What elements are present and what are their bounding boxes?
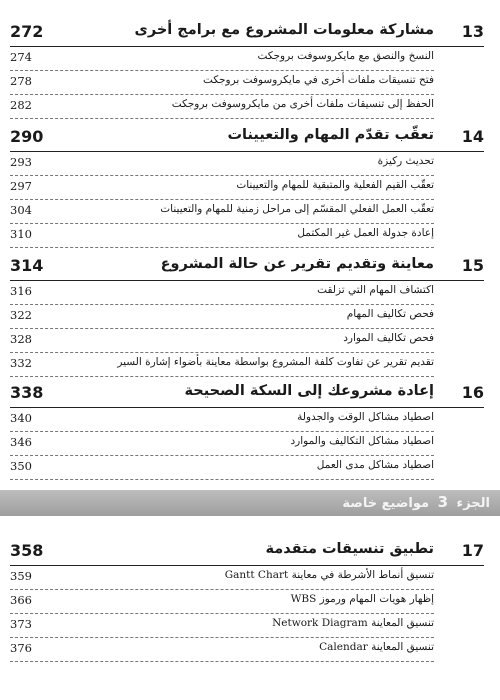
toc-entry (10, 432, 434, 456)
toc-entry (10, 305, 434, 329)
toc-entry (10, 176, 434, 200)
entry-page-number: 350 (10, 459, 32, 473)
toc-entry (10, 614, 434, 638)
chapter-number: 13 (461, 22, 484, 41)
toc-entry (10, 281, 434, 305)
entry-title: اصطياد مشاكل الوقت والجدولة (294, 411, 434, 423)
chapter-14 (0, 127, 500, 248)
toc-entry (10, 456, 434, 480)
entry-page-number: 282 (10, 98, 32, 112)
chapter-title: معاينة وتقديم تقرير عن حالة المشروع (160, 256, 434, 272)
entry-title: اصطياد مشاكل مدى العمل (314, 459, 434, 471)
part-heading (342, 493, 490, 511)
chapter-heading (10, 256, 484, 281)
entry-page-number: 297 (10, 179, 32, 193)
toc-entry (10, 590, 434, 614)
chapter-page-number: 314 (10, 256, 44, 275)
toc-entry (10, 408, 434, 432)
chapter-page-number: 290 (10, 127, 44, 146)
entry-page-number: 278 (10, 74, 32, 88)
toc-entry (10, 95, 434, 119)
chapter-number: 16 (461, 383, 484, 402)
chapter-title: تعقّب تقدّم المهام والتعيينات (227, 127, 434, 143)
part-banner (0, 490, 500, 516)
entry-title: فحص تكاليف المهام (344, 308, 434, 320)
entry-title: تنسيق المعاينة Network Diagram (269, 617, 434, 629)
entry-title: تنسيق المعاينة Calendar (316, 641, 434, 653)
entry-title: اكتشاف المهام التي تزلقت (314, 284, 434, 296)
entry-page-number: 340 (10, 411, 32, 425)
entry-page-number: 328 (10, 332, 32, 346)
entry-title: فحص تكاليف الموارد (340, 332, 434, 344)
entry-title: تحديث ركيزة (375, 155, 434, 167)
chapter-heading (10, 541, 484, 566)
entry-title: تعقّب العمل الفعلي المقسّم إلى مراحل زمنية للمهام والتعيينات (157, 203, 434, 215)
entry-page-number: 366 (10, 593, 32, 607)
toc-entry (10, 566, 434, 590)
entry-page-number: 376 (10, 641, 32, 655)
chapter-title: مشاركة معلومات المشروع مع برامج أخرى (134, 22, 434, 38)
entry-page-number: 310 (10, 227, 32, 241)
entry-title: إعادة جدولة العمل غير المكتمل (294, 227, 434, 239)
entry-page-number: 293 (10, 155, 32, 169)
entry-title: الحفظ إلى تنسيقات ملفات أخرى من مايكروسوفت بروجكت (169, 98, 434, 110)
entry-title: تقديم تقرير عن تفاوت كلفة المشروع بواسطة معاينة بأضواء إشارة السير (114, 356, 434, 368)
chapter-page-number: 358 (10, 541, 44, 560)
toc-entry (10, 47, 434, 71)
part-title: مواضيع خاصة (342, 496, 430, 511)
entry-title: النسخ والنصق مع مايكروسوفت بروجكت (254, 50, 434, 62)
toc-entry (10, 638, 434, 662)
part-number: 3 (437, 493, 449, 511)
toc-entry (10, 224, 434, 248)
chapter-number: 17 (461, 541, 484, 560)
chapter-number: 15 (461, 256, 484, 275)
entry-page-number: 304 (10, 203, 32, 217)
entry-page-number: 332 (10, 356, 32, 370)
part-label: الجزء (456, 496, 490, 511)
toc-entry (10, 152, 434, 176)
entry-page-number: 274 (10, 50, 32, 64)
entry-title: فتح تنسيقات ملفات أخرى في مايكروسوفت بروجكت (200, 74, 434, 86)
toc-entry (10, 329, 434, 353)
chapter-title: تطبيق تنسيقات متقدمة (265, 541, 434, 557)
chapter-13 (0, 22, 500, 119)
entry-page-number: 359 (10, 569, 32, 583)
chapter-16 (0, 383, 500, 480)
chapter-heading (10, 383, 484, 408)
entry-title: إظهار هويات المهام ورموز WBS (288, 593, 434, 605)
entry-title: اصطياد مشاكل التكاليف والموارد (287, 435, 434, 447)
entry-page-number: 316 (10, 284, 32, 298)
chapter-title: إعادة مشروعك إلى السكة الصحيحة (184, 383, 434, 399)
entry-page-number: 322 (10, 308, 32, 322)
chapter-page-number: 272 (10, 22, 44, 41)
toc-entry (10, 71, 434, 95)
chapter-page-number: 338 (10, 383, 44, 402)
toc-entry (10, 200, 434, 224)
chapter-heading (10, 22, 484, 47)
chapter-15 (0, 256, 500, 377)
chapter-heading (10, 127, 484, 152)
chapter-number: 14 (461, 127, 484, 146)
entry-page-number: 373 (10, 617, 32, 631)
entry-title: تنسيق أنماط الأشرطة في معاينة Gantt Chart (222, 569, 434, 581)
entry-page-number: 346 (10, 435, 32, 449)
entry-title: تعقّب القيم الفعلية والمتبقية للمهام والتعيينات (233, 179, 434, 191)
toc-entry (10, 353, 434, 377)
chapter-17 (0, 541, 500, 662)
